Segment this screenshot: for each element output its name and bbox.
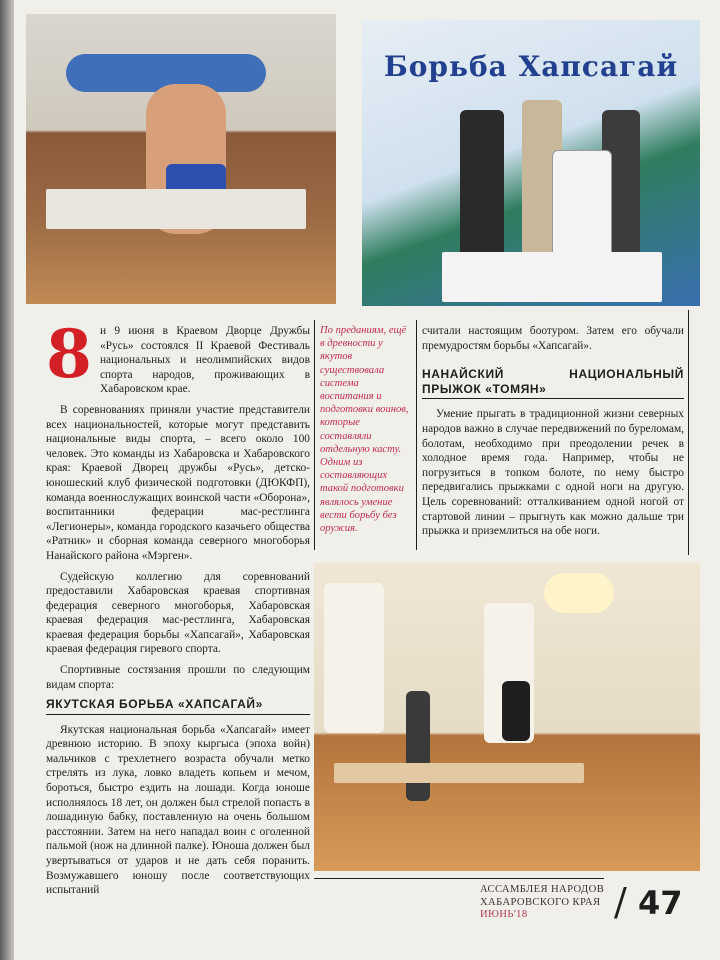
banner-title: Борьба Хапсагай xyxy=(383,50,679,83)
section-heading-hapsagai: ЯКУТСКАЯ БОРЬБА «ХАПСАГАЙ» xyxy=(46,697,310,715)
section-text-hapsagai: Якутская национальная борьба «Хапсагай» имеет древнюю историю. В эпоху кыргыса (эпоха войн) мальчиков с трехлетнего возраста обучали метко стрелять из лука, ловко владеть копьем и мечом, бороться, быстро ездить на лошади. Когда юноше исполнялось 18 лет, он должен был стрелой попасть в лошадиную бабку, поставленную на очень большом расстоянии. Затем на него нападал воин с оголенной пальмой (нож на длинной палке). Юноша должен был увертываться от ударов и не дать себя поранить. Возмужавшего юношу после соответствующих испытаний xyxy=(46,723,310,897)
column-divider xyxy=(688,310,689,555)
wrestling-photo xyxy=(26,14,336,304)
right-column xyxy=(422,324,684,545)
footer-line-2: ХАБАРОВСКОГО КРАЯ xyxy=(480,896,601,908)
page-number: 47 xyxy=(638,884,683,922)
footer-slash: / xyxy=(614,880,627,924)
footer-rule xyxy=(314,878,604,879)
page-gutter xyxy=(0,0,14,960)
footer xyxy=(480,884,604,922)
section-hapsagai xyxy=(46,683,310,898)
intro-paragraph-4: Спортивные состязания прошли по следующим видам спорта: xyxy=(46,664,310,691)
section-text-tomyan: Умение прыгать в традиционной жизни северных народов важно в случае передвижений по буреломам, болотам, необходимо при преодолении речек в холодное время года. Например, чтобы не погрузиться в топком болоте, по нему быстро передвигались прыжками с одной ноги на другую. Цель соревнований: отталкиванием одной ногой от стартовой линии – прыгнуть как можно дальше три прыжка и приземлиться на обе ноги. xyxy=(422,408,684,538)
column-divider xyxy=(416,320,417,550)
intro-paragraph-1: и 9 июня в Краевом Дворце Дружбы «Русь» состоялся II Краевой Фестиваль национальных и неолимпийских видов спорта народов, проживающих в Хабаровском крае. xyxy=(99,325,310,396)
column-divider xyxy=(314,320,315,550)
podium-photo xyxy=(362,20,700,306)
continuation-text: считали настоящим боотуром. Затем его обучали премудростям борьбы «Хапсагай». xyxy=(422,325,684,352)
intro-paragraph-3: Судейскую коллегию для соревнований предоставили Хабаровская краевая спортивная федерация северного многоборья, Хабаровская краевая федерация мас-рестлинга, Хабаровская краевая федерация борьбы «Хапсагай», Хабаровская краевая федерация гиревого спорта. xyxy=(46,570,310,656)
drop-cap: 8 xyxy=(46,315,92,393)
footer-date: ИЮНЬ'18 xyxy=(480,909,528,920)
intro-paragraph-2: В соревнованиях приняли участие представители всех национальностей, которые могут представить национальные виды спорта, – всего около 100 человек. Это команды из Хабаровска и Хабаровского края: Краевой Дворец дружбы «Русь», детско-юношеский клуб физической подготовки (ДЮКФП), команда военнослужащих воинской части «Оборона», воспитанники федерации мас-рестлинга «Легионеры», команда городского казачьего общества «Ратник» и сборная команда северного многоборья Нанайского района «Мэрген». xyxy=(46,403,310,562)
pull-quote: По преданиям, ещё в древности у якутов существовала система воспитания и подготовки воинов, которые составляли отдельную касту. Одним из составляющих такой подготовки являлось умение вести борьбу без оружия. xyxy=(320,325,409,535)
magazine-page xyxy=(14,0,720,960)
jump-photo xyxy=(314,563,700,871)
footer-line-1: АССАМБЛЕЯ НАРОДОВ xyxy=(480,884,605,895)
section-heading-tomyan: НАНАЙСКИЙ НАЦИОНАЛЬНЫЙ ПРЫЖОК «ТОМЯН» xyxy=(422,367,684,399)
intro-column xyxy=(46,315,310,698)
